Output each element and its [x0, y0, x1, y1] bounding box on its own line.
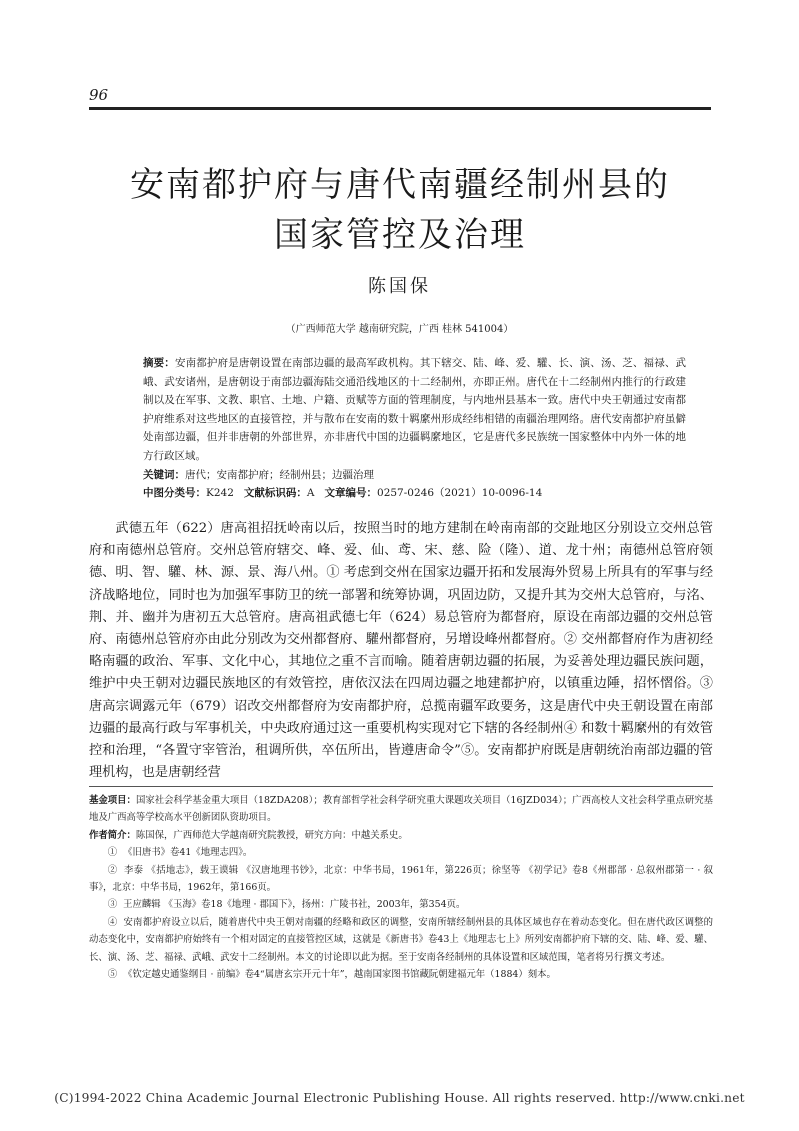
- keywords: [143, 466, 686, 485]
- fund-label: 基金项目：: [89, 795, 136, 806]
- author-affiliation: （广西师范大学 越南研究院，广西 桂林 541004）: [285, 324, 514, 335]
- article-number-label: 文章编号：: [324, 487, 378, 500]
- footnote-mark: ②: [107, 864, 118, 876]
- doc-code-value: A: [306, 487, 315, 500]
- author-note: [89, 827, 713, 844]
- footnote-5: [89, 966, 713, 983]
- clc-value: K242: [206, 487, 234, 500]
- footnote-mark: ③: [107, 899, 118, 911]
- article-title: [60, 160, 740, 260]
- copyright-notice: (C)1994-2022 China Academic Journal Electronic Publishing House. All rights reserved. http://www.cnki.net: [54, 1091, 745, 1105]
- footnote-mark: ⑤: [107, 969, 118, 981]
- body-paragraph: 武德五年（622）唐高祖招抚岭南以后，按照当时的地方建制在岭南南部的交趾地区分别设立交州总管府和南德州总管府。交州总管府辖交、峰、爱、仙、鸢、宋、慈、险（隆）、道、龙十州；南德州总管府领德、明、智、驩、林、源、景、海八州。① 考虑到交州在国家边疆开拓和发展海外贸易上所具有的军事与经济战略地位，同时也为加强军事防卫的统一部署和统筹协调，巩固边防，又提升其为交州大总管府，与洺、荆、并、幽并为唐初五大总管府。唐高祖武德七年（624）易总管府为都督府，原设在南部边疆的交州总管府、南德州总管府亦由此分别改为交州都督府、驩州都督府，另增设峰州都督府。② 交州都督府作为唐初经略南疆的政治、军事、文化中心，其地位之重不言而喻。随着唐朝边疆的拓展，为妥善处理边疆民族问题，维护中央王朝对边疆民族地区的有效管控，唐依汉法在四周边疆之地建都护府，以镇重边陲，招怀慴俗。③ 唐高宗调露元年（679）诏改交州都督府为安南都护府，总揽南疆军政要务，这是唐代中央王朝设置在南部边疆的最高行政与军事机关，中央政府通过这一重要机构实现对它下辖的各经制州④ 和数十羁縻州的有效管控和治理，“各置守宰管治，租调所供，卒伍所出，皆遵唐命令”⑤。安南都护府既是唐朝统治南部边疆的管理机构，也是唐朝经营: [89, 521, 714, 781]
- footnote-2: [89, 862, 713, 897]
- keywords-label: 关键词：: [143, 468, 185, 481]
- footnote-4: [89, 914, 713, 966]
- title-line-2: 国家管控及治理: [274, 215, 526, 255]
- footnote-text: 《旧唐书》卷41《地理志四》。: [123, 847, 253, 859]
- clc-label: 中图分类号：: [143, 487, 206, 500]
- footnotes: [89, 792, 713, 983]
- footnote-mark: ①: [107, 847, 118, 859]
- footnote-1: [89, 844, 713, 861]
- keywords-text: 唐代；安南都护府；经制州县；边疆治理: [185, 468, 374, 481]
- title-line-1: 安南都护府与唐代南疆经制州县的: [130, 165, 670, 205]
- abstract-block: [143, 354, 686, 503]
- author-name: 陈国保: [368, 276, 431, 297]
- article-number-value: 0257-0246（2021）10-0096-14: [377, 487, 543, 500]
- header-rule: [89, 107, 711, 110]
- classification: [143, 484, 686, 503]
- footnote-3: [89, 896, 713, 913]
- doc-code-label: 文献标识码：: [243, 487, 307, 500]
- footnote-rule: [89, 786, 713, 787]
- page-number: 96: [89, 86, 109, 104]
- footnote-text: 安南都护府设立以后，随着唐代中央王朝对南疆的经略和政区的调整，安南所辖经制州县的具体区域也存在着动态变化。但在唐代政区调整的动态变化中，安南都护府始终有一个相对固定的直接管控区域，这就是《新唐书》卷43上《地理志七上》所列安南都护府下辖的交、陆、峰、爱、驩、长、演、汤、芝、福禄、武峨、武安十二经制州。本文的讨论即以此为据。至于安南各经制州的具体设置和区域范围，笔者将另行撰文考述。: [89, 916, 713, 963]
- abstract-label: 摘要：: [143, 357, 175, 369]
- footnote-text: 《钦定越史通鉴纲目 · 前编》卷4“属唐玄宗开元十年”，越南国家图书馆藏阮朝建福元年（1884）刻本。: [123, 969, 556, 981]
- footnote-mark: ④: [107, 916, 118, 928]
- fund-note: [89, 792, 713, 827]
- abstract-text: 安南都护府是唐朝设置在南部边疆的最高军政机构。其下辖交、陆、峰、爱、驩、长、演、汤、芝、福禄、武峨、武安诸州，是唐朝设于南部边疆海陆交通沿线地区的十二经制州，亦即正州。唐代在十二经制州内推行的行政建制以及在军事、文教、职官、土地、户籍、贡赋等方面的管理制度，与内地州县基本一致。唐代中央王朝通过安南都护府维系对这些地区的直接管控，并与散布在安南的数十羁縻州形成经纬相错的南疆治理网络。唐代安南都护府虽僻处南部边疆，但并非唐朝的外部世界，亦非唐代中国的边疆羁縻地区，它是唐代多民族统一国家整体中内外一体的地方行政区域。: [143, 357, 687, 462]
- abstract: [143, 354, 686, 466]
- author-intro-text: 陈国保，广西师范大学越南研究院教授，研究方向：中越关系史。: [135, 829, 408, 841]
- fund-text: 国家社会科学基金重大项目（18ZDA208）；教育部哲学社会科学研究重大课题攻关项目（16JZD034）；广西高校人文社会科学重点研究基地及广西高等学校高水平创新团队资助项目。: [89, 795, 713, 824]
- footnote-text: 王应麟辑 《玉海》卷18《地理 · 郡国下》，扬州：广陵书社，2003年，第354页。: [123, 899, 466, 911]
- footnote-text: 李泰 《括地志》，载王谟辑 《汉唐地理书钞》，北京：中华书局，1961年，第226页；徐坚等 《初学记》卷8《州郡部 · 总叙州郡第一 · 叙事》，北京：中华书局，1962年，第166页。: [89, 864, 713, 894]
- author-intro-label: 作者简介：: [89, 829, 136, 841]
